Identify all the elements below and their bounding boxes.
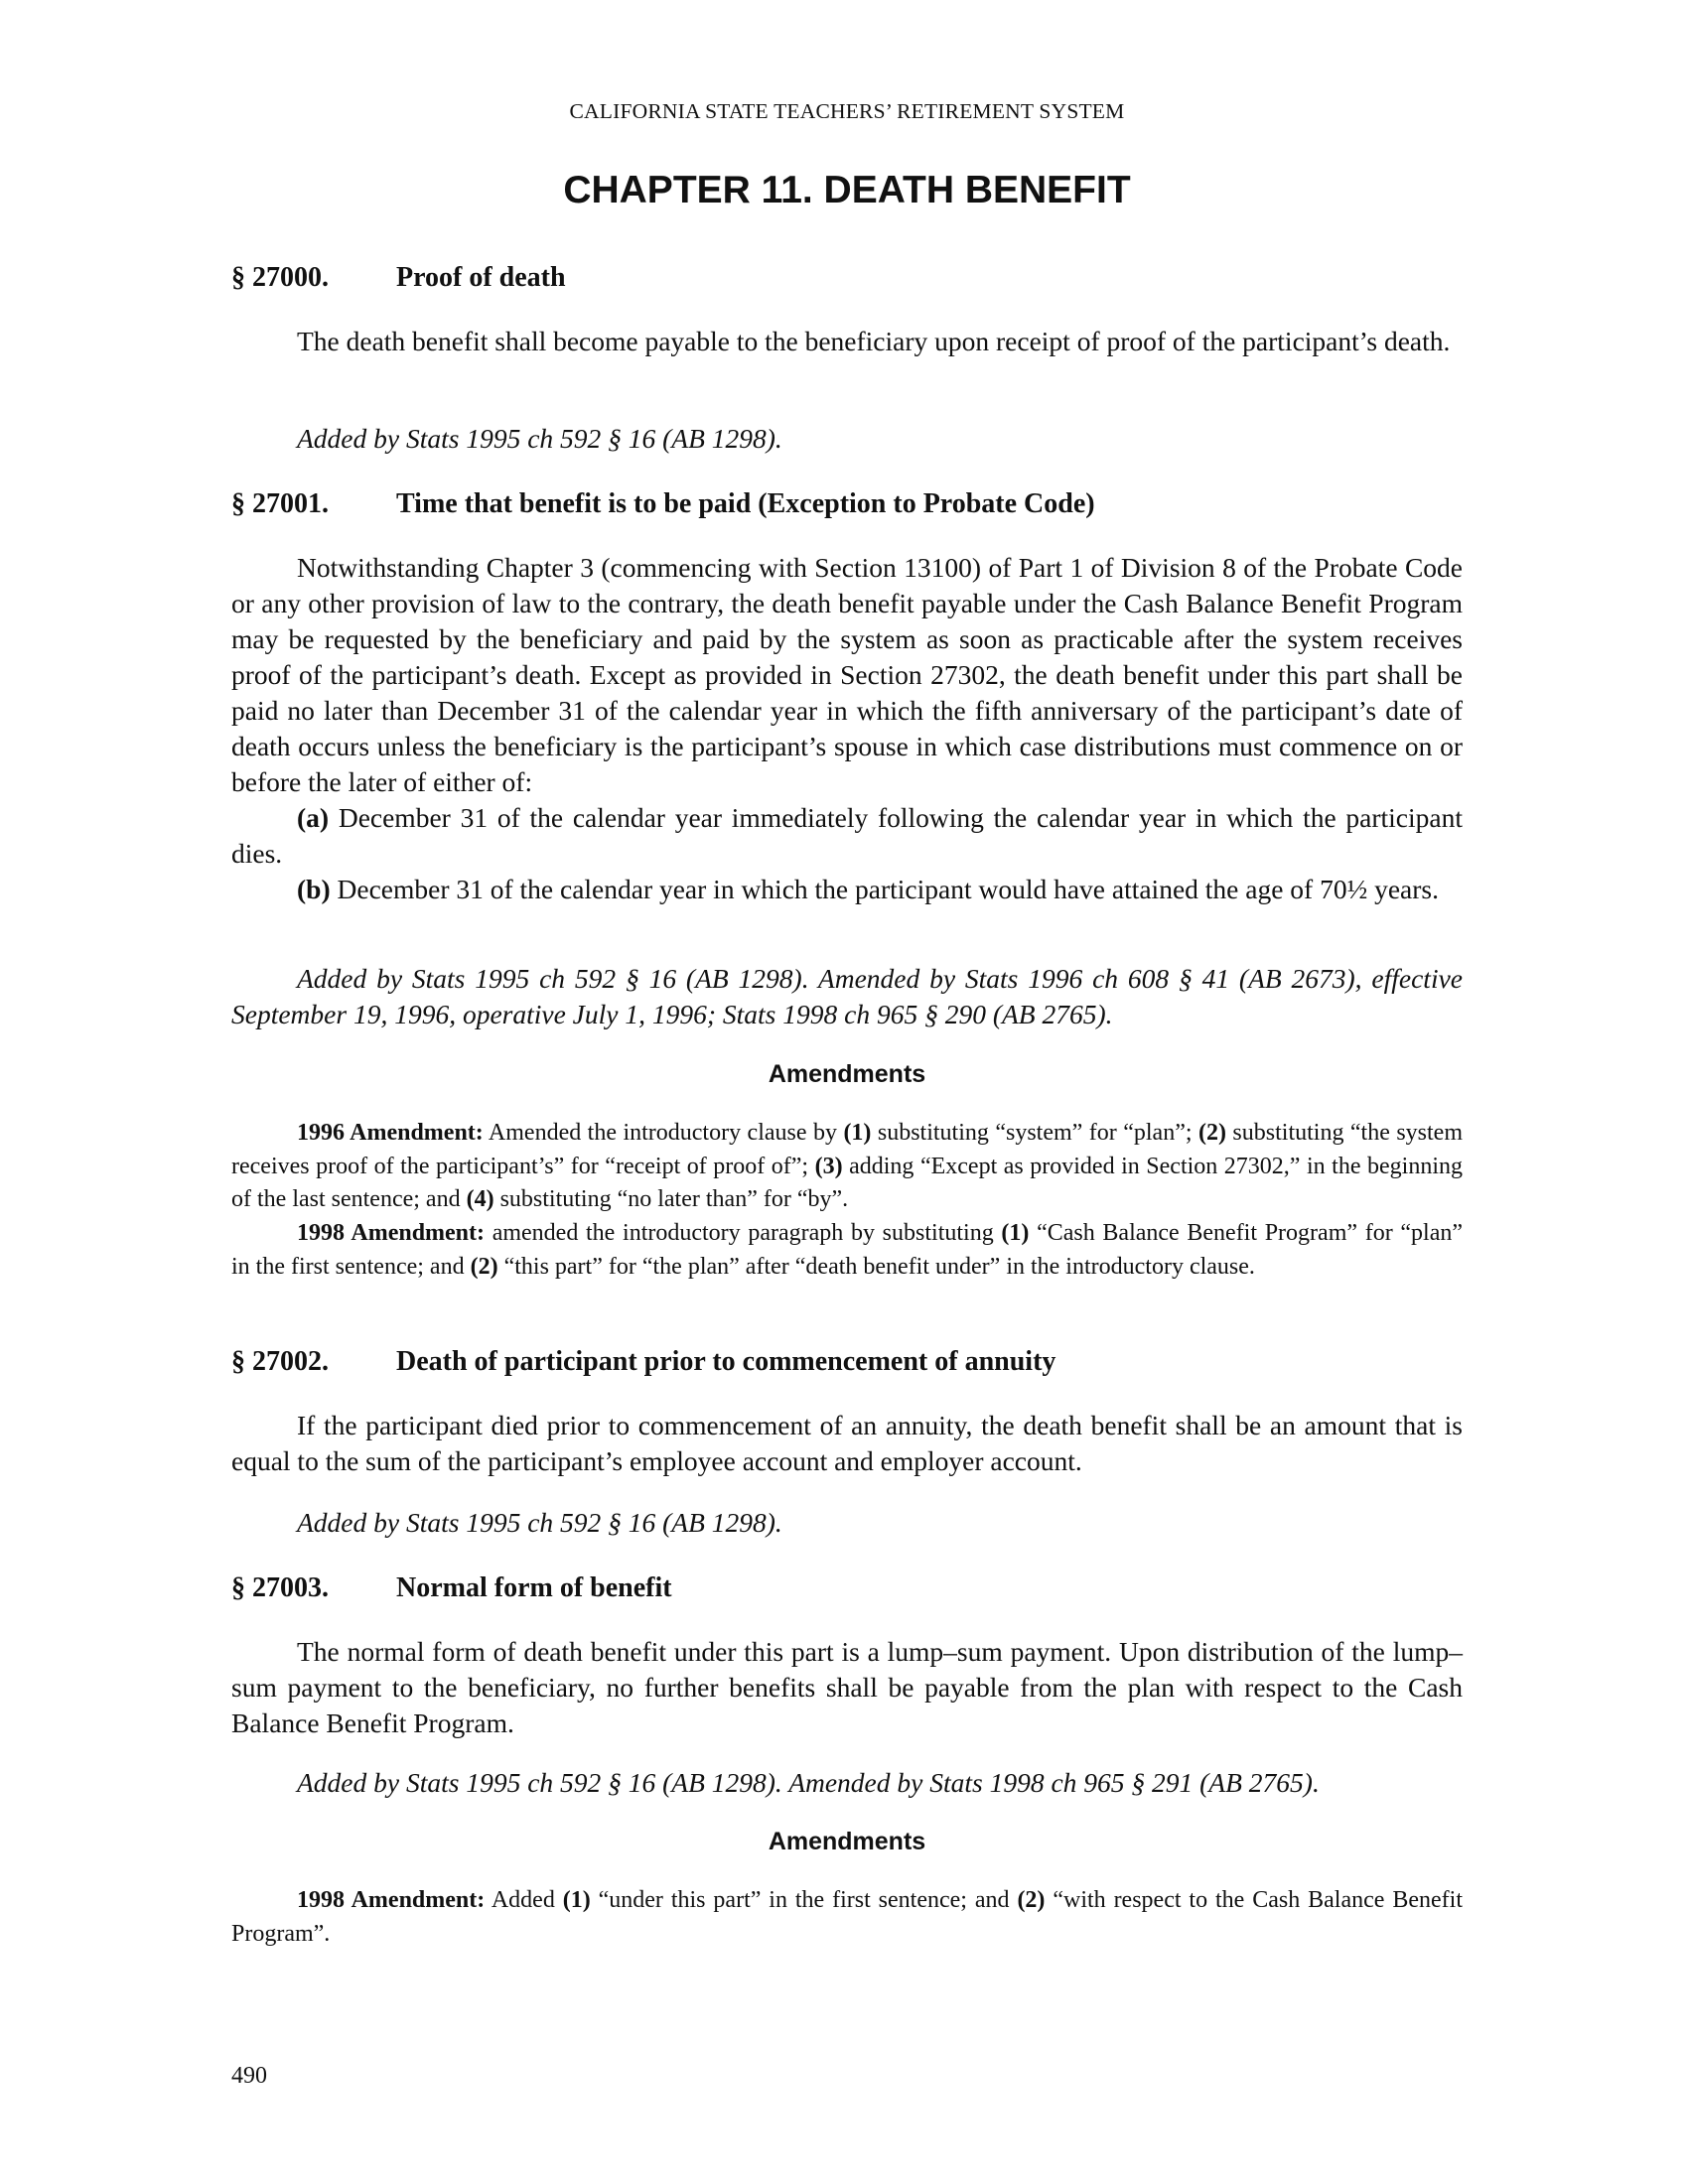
item-number: (3) bbox=[814, 1153, 843, 1179]
amendment-label: 1998 Amendment: bbox=[297, 1887, 486, 1913]
subdivision-label: (a) bbox=[297, 802, 330, 833]
amendment-label: 1996 Amendment: bbox=[297, 1120, 484, 1146]
amendment-label: 1998 Amendment: bbox=[297, 1220, 486, 1246]
section-text-27001: Notwithstanding Chapter 3 (commencing with Section 13100) of Part 1 of Division 8 of the Probate Code or any other provision of law to the contrary, the death benefit payable under the Cash Balance Benefit Program may be requested by the beneficiary and paid by the system as soon as practicable after the system receives proof of the participant’s death. Except as provided in Section 27302, the death benefit under this part shall be paid no later than December 31 of the calendar year in which the fifth anniversary of the participant’s date of death occurs unless the beneficiary is the participant’s spouse in which case distributions must commence on or before the later of either of: bbox=[231, 552, 1463, 797]
running-head: CALIFORNIA STATE TEACHERS’ RETIREMENT SYSTEM bbox=[569, 99, 1125, 123]
history-note-27000: Added by Stats 1995 ch 592 § 16 (AB 1298). bbox=[297, 423, 782, 454]
section-heading-27003 bbox=[231, 1572, 1463, 1604]
section-number: § 27003. bbox=[231, 1572, 329, 1603]
amendment-text: Added bbox=[485, 1887, 563, 1913]
amendment-text: “Cash Balance Benefit Program” for “plan” in the first sentence; and bbox=[231, 1220, 1463, 1280]
section-heading-27001 bbox=[231, 488, 1463, 520]
item-number: (4) bbox=[466, 1186, 494, 1212]
section-title: Death of participant prior to commencement of annuity bbox=[396, 1346, 1056, 1377]
history-note-27003: Added by Stats 1995 ch 592 § 16 (AB 1298). Amended by Stats 1998 ch 965 § 291 (AB 2765). bbox=[297, 1767, 1320, 1798]
amendment-text: “this part” for “the plan” after “death benefit under” in the introductory clause. bbox=[497, 1253, 1255, 1280]
subdivision-text: December 31 of the calendar year immediately following the calendar year in which the participant dies. bbox=[231, 802, 1463, 869]
subdivision-text: December 31 of the calendar year in which the participant would have attained the age of 70½ years. bbox=[330, 874, 1439, 904]
item-number: (1) bbox=[1001, 1220, 1030, 1246]
section-title: Proof of death bbox=[396, 262, 566, 293]
section-number: § 27002. bbox=[231, 1346, 329, 1377]
history-note-27001: Added by Stats 1995 ch 592 § 16 (AB 1298). Amended by Stats 1996 ch 608 § 41 (AB 2673), effective September 19, 1996, operative July 1, 1996; Stats 1998 ch 965 § 290 (AB 2765). bbox=[231, 963, 1463, 1029]
amendment-text: amended the introductory paragraph by substituting bbox=[485, 1220, 1002, 1246]
amendment-text: adding “Except as provided in Section 27302,” in the beginning of the last sentence; and bbox=[231, 1153, 1463, 1212]
section-title: Normal form of benefit bbox=[396, 1572, 672, 1603]
item-number: (1) bbox=[843, 1120, 872, 1146]
section-title: Time that benefit is to be paid (Exception to Probate Code) bbox=[396, 488, 1095, 519]
amendment-text: Amended the introductory clause by bbox=[483, 1120, 844, 1146]
section-text-27000: The death benefit shall become payable to the beneficiary upon receipt of proof of the participant’s death. bbox=[297, 326, 1451, 356]
subdivision-b bbox=[231, 872, 1463, 907]
history-note-27002: Added by Stats 1995 ch 592 § 16 (AB 1298). bbox=[297, 1507, 782, 1538]
amendment-1998 bbox=[231, 1884, 1463, 1951]
section-text-27002: If the participant died prior to commencement of an annuity, the death benefit shall be an amount that is equal to the sum of the participant’s employee account and employer account. bbox=[231, 1410, 1463, 1476]
section-heading-27002 bbox=[231, 1346, 1463, 1378]
page-number: 490 bbox=[231, 2063, 267, 2089]
amendment-text: substituting “system” for “plan”; bbox=[871, 1120, 1198, 1146]
subdivision-a bbox=[231, 800, 1463, 872]
item-number: (2) bbox=[470, 1253, 498, 1280]
amendment-text: substituting “no later than” for “by”. bbox=[493, 1186, 849, 1212]
item-number: (1) bbox=[562, 1887, 591, 1913]
amendments-heading: Amendments bbox=[768, 1828, 926, 1855]
document-page bbox=[231, 0, 1463, 2184]
section-text-27003: The normal form of death benefit under this part is a lump–sum payment. Upon distribution of the lump–sum payment to the beneficiary, no further benefits shall be payable from the plan with respect to the Cash Balance Benefit Program. bbox=[231, 1636, 1463, 1738]
subdivision-label: (b) bbox=[297, 874, 331, 904]
amendment-1996 bbox=[231, 1117, 1463, 1217]
section-heading-27000 bbox=[231, 262, 1463, 294]
amendment-1998 bbox=[231, 1217, 1463, 1284]
section-number: § 27000. bbox=[231, 262, 329, 293]
chapter-title: CHAPTER 11. DEATH BENEFIT bbox=[563, 169, 1131, 211]
item-number: (2) bbox=[1197, 1120, 1226, 1146]
amendment-text: “with respect to the Cash Balance Benefit Program”. bbox=[231, 1887, 1463, 1947]
amendment-text: “under this part” in the first sentence; and bbox=[590, 1887, 1018, 1913]
item-number: (2) bbox=[1017, 1887, 1046, 1913]
amendment-text: substituting “the system receives proof of the participant’s” for “receipt of proof of”; bbox=[231, 1120, 1463, 1179]
section-number: § 27001. bbox=[231, 488, 329, 519]
amendments-heading: Amendments bbox=[768, 1060, 926, 1088]
